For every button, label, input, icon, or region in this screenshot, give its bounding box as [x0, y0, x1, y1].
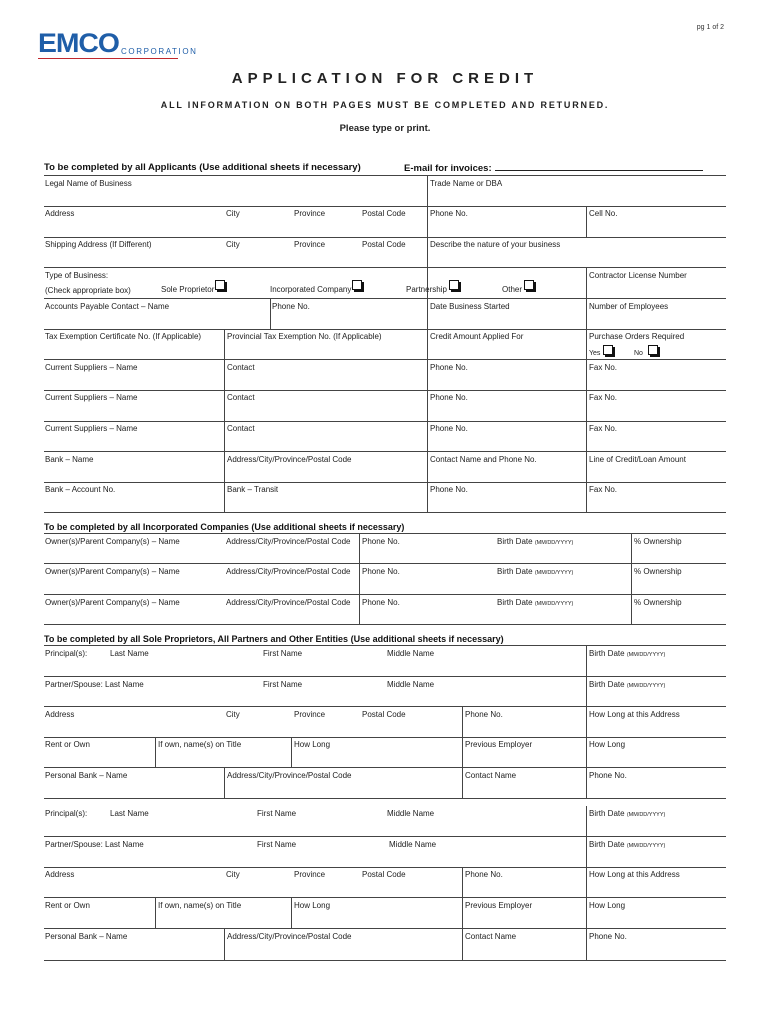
- birth-date-text: Birth Date: [497, 598, 533, 607]
- legal-name-label: Legal Name of Business: [45, 179, 132, 188]
- bank-address-label: Address/City/Province/Postal Code: [227, 771, 352, 780]
- phone-label: Phone No.: [430, 393, 468, 402]
- form-subtitle: ALL INFORMATION ON BOTH PAGES MUST BE COMPLETED AND RETURNED.: [160, 100, 610, 110]
- owner-birth-label: [497, 598, 573, 607]
- fax-label: Fax No.: [589, 485, 618, 494]
- col-line: [224, 329, 225, 512]
- phone-label: Phone No.: [465, 870, 503, 879]
- col-line: [155, 897, 156, 928]
- section3-heading: To be completed by all Sole Proprietors, All Partners and Other Entities (Use additional sheets if necessary): [44, 634, 504, 644]
- provincial-tax-label: Provincial Tax Exemption No. (If Applicable): [227, 332, 382, 341]
- tax-exemption-label: Tax Exemption Certificate No. (If Applicable): [45, 332, 202, 341]
- middle-name-label: Middle Name: [387, 809, 435, 818]
- province-label: Province: [294, 710, 326, 719]
- row-line: [44, 897, 726, 898]
- form-instruction: Please type or print.: [339, 123, 431, 134]
- last-name-label: Last Name: [110, 649, 149, 658]
- po-yes-checkbox[interactable]: [603, 345, 613, 355]
- principal-label: Principal(s):: [45, 809, 88, 818]
- principal-birth-label: [589, 649, 665, 658]
- email-invoices-line[interactable]: [495, 162, 703, 171]
- owner-address-label: Address/City/Province/Postal Code: [226, 567, 351, 576]
- contact-label: Contact: [227, 393, 255, 402]
- ownership-label: % Ownership: [634, 537, 682, 546]
- birth-format: (MM/DD/YYYY): [626, 683, 666, 689]
- po-yes-label: Yes: [589, 350, 601, 357]
- row-line: [44, 237, 726, 238]
- num-employees-label: Number of Employees: [589, 302, 669, 311]
- check-box-hint: (Check appropriate box): [45, 286, 131, 295]
- row-line: [44, 298, 726, 299]
- type-business-label: Type of Business:: [45, 271, 109, 280]
- page-number: pg 1 of 2: [696, 24, 724, 31]
- row-line: [44, 359, 726, 360]
- city-label: City: [226, 209, 240, 218]
- how-long-address-label: How Long at this Address: [589, 710, 680, 719]
- fax-label: Fax No.: [589, 363, 618, 372]
- date-started-label: Date Business Started: [430, 302, 510, 311]
- col-line: [427, 298, 428, 512]
- other-label: Other: [502, 285, 523, 294]
- principal-birth-label: [589, 809, 665, 818]
- line-of-credit-label: Line of Credit/Loan Amount: [589, 455, 686, 464]
- middle-name-label: Middle Name: [387, 680, 435, 689]
- row-line: [44, 836, 726, 837]
- previous-employer-label: Previous Employer: [465, 901, 533, 910]
- col-line: [586, 645, 587, 798]
- email-invoices-label: E-mail for invoices:: [404, 163, 492, 174]
- rent-own-label: Rent or Own: [45, 901, 90, 910]
- owner-phone-label: Phone No.: [362, 598, 400, 607]
- col-line: [270, 298, 271, 329]
- col-line: [224, 767, 225, 798]
- phone-label: Phone No.: [430, 209, 468, 218]
- rent-own-label: Rent or Own: [45, 740, 90, 749]
- postal-code-label: Postal Code: [362, 209, 406, 218]
- cell-label: Cell No.: [589, 209, 618, 218]
- row-line: [44, 798, 726, 799]
- personal-bank-label: Personal Bank – Name: [45, 932, 128, 941]
- col-line: [586, 298, 587, 512]
- birth-date-text: Birth Date: [589, 840, 625, 849]
- postal-code-label: Postal Code: [362, 240, 406, 249]
- row-line: [44, 175, 726, 176]
- address-label: Address: [45, 710, 75, 719]
- first-name-label: First Name: [263, 649, 303, 658]
- bank-transit-label: Bank – Transit: [227, 485, 279, 494]
- partnership-label: Partnership: [406, 285, 447, 294]
- how-long-label: How Long: [294, 901, 331, 910]
- row-line: [44, 737, 726, 738]
- col-line: [359, 533, 360, 624]
- row-line: [44, 533, 726, 534]
- row-line: [44, 512, 726, 513]
- partner-label: Partner/Spouse: Last Name: [45, 840, 144, 849]
- fax-label: Fax No.: [589, 424, 618, 433]
- supplier-3-label: Current Suppliers – Name: [45, 424, 138, 433]
- birth-format: (MM/DD/YYYY): [626, 843, 666, 849]
- province-label: Province: [294, 240, 326, 249]
- row-line: [44, 563, 726, 564]
- row-line: [44, 451, 726, 452]
- owner-label: Owner(s)/Parent Company(s) – Name: [45, 567, 180, 576]
- row-line: [44, 206, 726, 207]
- address-label: Address: [45, 209, 75, 218]
- birth-format: (MM/DD/YYYY): [534, 570, 574, 576]
- col-line: [155, 737, 156, 767]
- logo-underline: [38, 58, 178, 59]
- contact-label: Contact: [227, 424, 255, 433]
- row-line: [44, 329, 726, 330]
- postal-code-label: Postal Code: [362, 710, 406, 719]
- incorporated-checkbox[interactable]: [352, 280, 362, 290]
- bank-address-label: Address/City/Province/Postal Code: [227, 455, 352, 464]
- col-line: [427, 175, 428, 299]
- col-line: [291, 737, 292, 767]
- ownership-label: % Ownership: [634, 598, 682, 607]
- owner-address-label: Address/City/Province/Postal Code: [226, 537, 351, 546]
- shipping-address-label: Shipping Address (If Different): [45, 240, 152, 249]
- phone-label: Phone No.: [430, 363, 468, 372]
- logo-main-text: EMCO: [38, 28, 119, 58]
- personal-bank-label: Personal Bank – Name: [45, 771, 128, 780]
- col-line: [462, 706, 463, 798]
- row-line: [44, 867, 726, 868]
- row-line: [44, 482, 726, 483]
- po-no-label: No: [634, 350, 643, 357]
- birth-date-text: Birth Date: [497, 567, 533, 576]
- how-long-label: How Long: [589, 740, 626, 749]
- middle-name-label: Middle Name: [389, 840, 437, 849]
- credit-amount-label: Credit Amount Applied For: [430, 332, 524, 341]
- phone-label: Phone No.: [430, 424, 468, 433]
- phone-label: Phone No.: [272, 302, 310, 311]
- row-line: [44, 928, 726, 929]
- birth-date-text: Birth Date: [589, 809, 625, 818]
- province-label: Province: [294, 870, 326, 879]
- owner-label: Owner(s)/Parent Company(s) – Name: [45, 598, 180, 607]
- phone-label: Phone No.: [589, 932, 627, 941]
- row-line: [44, 676, 726, 677]
- if-own-label: If own, name(s) on Title: [158, 901, 242, 910]
- first-name-label: First Name: [263, 680, 303, 689]
- other-checkbox[interactable]: [524, 280, 534, 290]
- if-own-label: If own, name(s) on Title: [158, 740, 242, 749]
- contact-label: Contact: [227, 363, 255, 372]
- birth-format: (MM/DD/YYYY): [534, 540, 574, 546]
- first-name-label: First Name: [257, 840, 297, 849]
- postal-code-label: Postal Code: [362, 870, 406, 879]
- bank-account-label: Bank – Account No.: [45, 485, 116, 494]
- birth-date-text: Birth Date: [589, 649, 625, 658]
- form-title: APPLICATION FOR CREDIT: [231, 70, 539, 87]
- col-line: [586, 806, 587, 960]
- sole-proprietor-checkbox[interactable]: [215, 280, 225, 290]
- partnership-checkbox[interactable]: [449, 280, 459, 290]
- col-line: [224, 928, 225, 960]
- business-nature-label: Describe the nature of your business: [430, 240, 561, 249]
- trade-name-label: Trade Name or DBA: [430, 179, 503, 188]
- contractor-license-label: Contractor License Number: [589, 271, 687, 280]
- col-line: [631, 533, 632, 624]
- birth-format: (MM/DD/YYYY): [626, 812, 666, 818]
- section1-heading: To be completed by all Applicants (Use additional sheets if necessary): [44, 162, 361, 173]
- previous-employer-label: Previous Employer: [465, 740, 533, 749]
- how-long-label: How Long: [294, 740, 331, 749]
- owner-label: Owner(s)/Parent Company(s) – Name: [45, 537, 180, 546]
- ownership-label: % Ownership: [634, 567, 682, 576]
- bank-address-label: Address/City/Province/Postal Code: [227, 932, 352, 941]
- po-no-checkbox[interactable]: [648, 345, 658, 355]
- owner-phone-label: Phone No.: [362, 537, 400, 546]
- sole-proprietor-label: Sole Proprietor: [161, 285, 215, 294]
- birth-format: (MM/DD/YYYY): [626, 652, 666, 658]
- middle-name-label: Middle Name: [387, 649, 435, 658]
- supplier-1-label: Current Suppliers – Name: [45, 363, 138, 372]
- row-line: [44, 645, 726, 646]
- row-line: [44, 390, 726, 391]
- birth-date-text: Birth Date: [497, 537, 533, 546]
- row-line: [44, 421, 726, 422]
- contact-name-label: Contact Name: [465, 932, 517, 941]
- city-label: City: [226, 240, 240, 249]
- contact-name-label: Contact Name: [465, 771, 517, 780]
- row-line: [44, 767, 726, 768]
- bank-contact-label: Contact Name and Phone No.: [430, 455, 537, 464]
- fax-label: Fax No.: [589, 393, 618, 402]
- emco-logo: [38, 30, 198, 57]
- partner-birth-label: [589, 680, 665, 689]
- phone-label: Phone No.: [430, 485, 468, 494]
- address-label: Address: [45, 870, 75, 879]
- birth-date-text: Birth Date: [589, 680, 625, 689]
- incorporated-label: Incorporated Company: [270, 285, 352, 294]
- row-line: [44, 594, 726, 595]
- logo-sub-text: CORPORATION: [121, 47, 198, 56]
- how-long-address-label: How Long at this Address: [589, 870, 680, 879]
- supplier-2-label: Current Suppliers – Name: [45, 393, 138, 402]
- phone-label: Phone No.: [465, 710, 503, 719]
- province-label: Province: [294, 209, 326, 218]
- col-line: [462, 867, 463, 960]
- owner-birth-label: [497, 567, 573, 576]
- owner-address-label: Address/City/Province/Postal Code: [226, 598, 351, 607]
- ap-contact-label: Accounts Payable Contact – Name: [45, 302, 170, 311]
- row-line: [44, 706, 726, 707]
- first-name-label: First Name: [257, 809, 297, 818]
- how-long-label: How Long: [589, 901, 626, 910]
- section2-heading: To be completed by all Incorporated Companies (Use additional sheets if necessary): [44, 522, 405, 532]
- last-name-label: Last Name: [110, 809, 149, 818]
- email-invoices-field[interactable]: [404, 162, 703, 174]
- city-label: City: [226, 870, 240, 879]
- bank-name-label: Bank – Name: [45, 455, 94, 464]
- partner-label: Partner/Spouse: Last Name: [45, 680, 144, 689]
- principal-label: Principal(s):: [45, 649, 88, 658]
- row-line: [44, 960, 726, 961]
- phone-label: Phone No.: [589, 771, 627, 780]
- col-line: [586, 206, 587, 237]
- col-line: [291, 897, 292, 928]
- owner-phone-label: Phone No.: [362, 567, 400, 576]
- col-line: [586, 267, 587, 298]
- partner-birth-label: [589, 840, 665, 849]
- po-required-label: Purchase Orders Required: [589, 332, 685, 341]
- birth-format: (MM/DD/YYYY): [534, 601, 574, 607]
- row-line: [44, 624, 726, 625]
- row-line: [44, 267, 726, 268]
- owner-birth-label: [497, 537, 573, 546]
- city-label: City: [226, 710, 240, 719]
